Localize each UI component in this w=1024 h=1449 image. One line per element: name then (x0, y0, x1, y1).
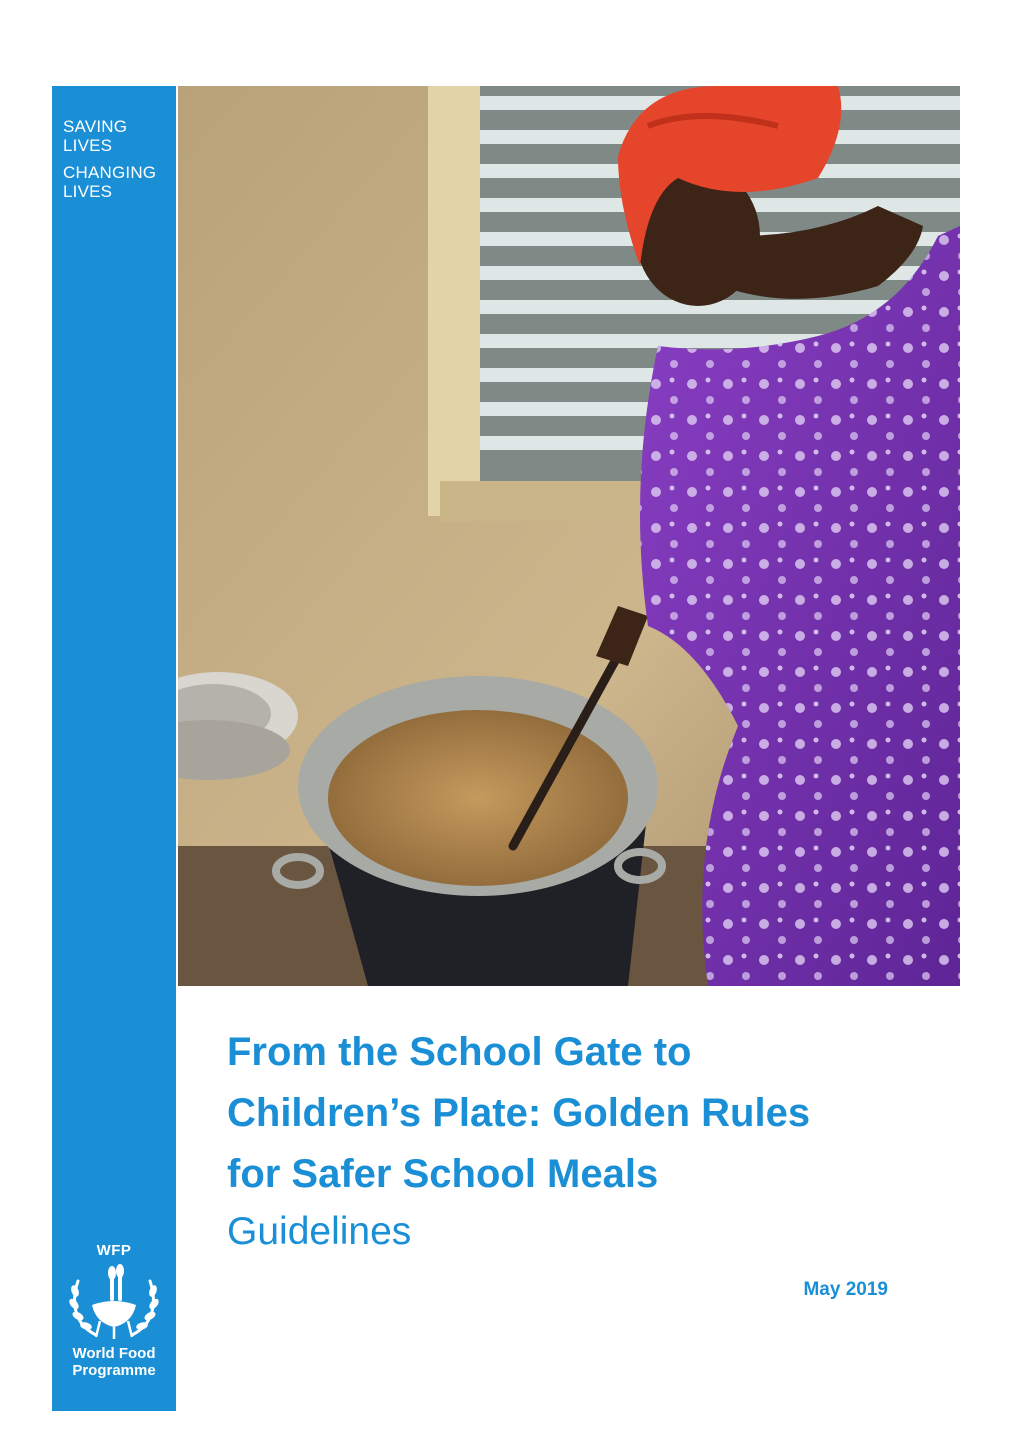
document-title-line: From the School Gate to (227, 1030, 692, 1074)
organization-name-line: World Food (72, 1345, 156, 1362)
tagline-line: SAVING (63, 117, 128, 136)
tagline-line: LIVES (63, 182, 113, 201)
document-title-line: for Safer School Meals (227, 1152, 659, 1196)
tagline-line: LIVES (63, 136, 113, 155)
document-title (227, 1022, 947, 1205)
tagline (63, 117, 156, 201)
document-title-line: Children’s Plate: Golden Rules (227, 1091, 811, 1135)
organization-name (52, 1345, 176, 1379)
title-block (227, 1022, 947, 1259)
cover-photo (178, 86, 960, 986)
brand-sidebar (52, 86, 176, 1411)
logo-abbreviation: WFP (96, 1242, 132, 1259)
organization-name-line: Programme (72, 1362, 156, 1379)
wfp-emblem-icon (66, 1261, 162, 1341)
wfp-logo (52, 1242, 176, 1379)
tagline-line: CHANGING (63, 163, 157, 182)
document-subtitle: Guidelines (227, 1210, 412, 1253)
publication-date: May 2019 (803, 1279, 888, 1300)
